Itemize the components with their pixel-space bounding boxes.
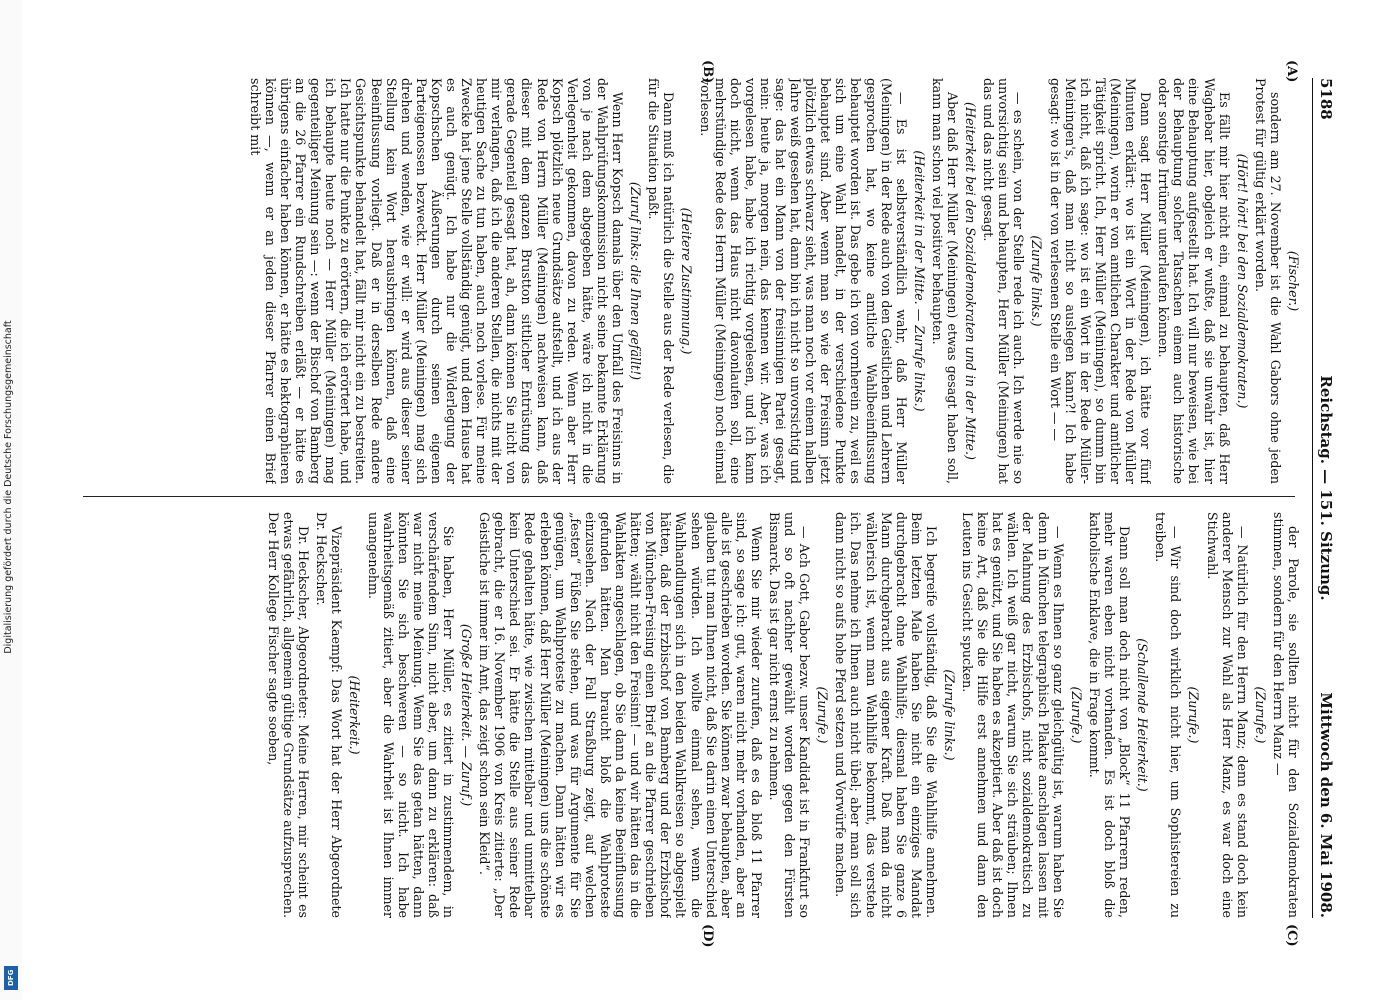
stage-direction: (Zurufe.) [1252,686,1268,744]
margin-marker-d: (D) [700,924,715,948]
paragraph: — Natürlich für den Herrn Manz; denn es stand doch kein anderer Mensch zur Wahl als Herr Manz, es war doch eine Stichwahl. [1204,512,1250,918]
paragraph: — Ach Gott, Gabor bezw. unser Kandidat ist in Frankfurt so und so oft nachher gewählt worden gegen den Fürsten Bismarck. Das ist gar nicht ernst zu nehmen. [767,512,813,918]
stage-direction: (Zuruf links: die Ihnen gefällt!) [628,181,644,381]
left-column [75,78,1301,484]
column-divider [83,496,1295,497]
dfg-logo-icon: DFG [4,966,18,990]
page-header [1312,78,1335,918]
session-date: Mittwoch den 6. Mai 1908. [1317,692,1335,918]
paragraph: — Wir sind doch wirklich nicht hier, um Sophistereien zu treiben. [1153,512,1184,918]
stage-direction: (Zurufe.) [815,686,831,744]
paragraph: der Parole, sie sollten nicht für den Sozialdemokraten stimmen, sondern für den Herrn Manz — [1270,512,1301,918]
paragraph: Es fällt mir hier nicht ein, einmal zu behaupten, daß Herr Waghebar hier, obgleich er wußte, daß sie unwahr ist, hier eine Behauptung aufgestellt hat. Ich will nur beweisen, wie bei der Behauptung solcher Tatsachen einem auch historische oder sonstige Irrtümer unterlaufen können. [1156,78,1232,484]
margin-marker-c: (C) [1284,924,1299,947]
paragraph: Dann soll man doch nicht von „Block“ 11 Pfarrern reden, mehr waren eben nicht vorhanden. Es ist doch bloß die katholische Enklave, die in Frage kommt. [1086,512,1133,918]
margin-marker-a: (A) [1284,60,1299,83]
document-page [75,60,1335,948]
digitization-credit: Digitalisierung gefördert durch die Deutsche Forschungsgemeinschaft [3,320,14,654]
stage-direction: (Zurufe.) [1186,686,1202,744]
paragraph: — Wenn es Ihnen so ganz gleichgültig ist, warum haben Sie denn in München telegraphisch Plakate anschlagen lassen mit der Mahnung des Erzbischofs, nicht sozialdemokratisch zu wählen. Ich weiß gar nicht, warum Sie sich sträuben; Ihnen hat es genützt, und Sie haben es akzeptiert. Aber daß ist doch keine Art, daß Sie die Hilfe erst annehmen und dann den Leuten ins Gesicht spucken. [960,512,1066,918]
paragraph: Wenn Herr Kopsch damals über den Umfall des Freisinns in der Wahlprüfungskommission nicht seine bekannte Erklärung von je nach dem abgegeben hätte, wäre ich nicht in die Verlegenheit gekommen, davon zu reden. Wenn aber Herr Kopsch plötzlich neue Grundsätze aufstellt, und ich aus der Rede von Herrn Müller (Meiningen) nachweisen kann, daß dieser mit dem ganzen Brustton sittlicher Entrüstung das gerade Gegenteil gesagt hat, ah, dann können Sie nicht von mir verlangen, daß ich die anderen Stellen, die nichts mit der heutigen Sache zu tun haben, auch noch vorlese. Für meine Zwecke hat jene Stelle vollständig genügt, und dem Hause hat es auch genügt. Ich habe nur die Widerlegung der Kopschschen Äußerungen durch seinen eigenen Parteigenossen bezweckt. Herr Müller (Meiningen) mag sich drehen und wenden, wie er will: er wird aus dieser seiner Stellung kein Wort herausbringen können, daß eine Beeinflussung vorliegt. Daß er in derselben Rede andere Gesichtspunkte behandelt hat, fällt mir nicht ein zu bestreiten. Ich hatte nur die Punkte zu erörtern, die ich erörtert habe, und ich behaupte heute noch — Herr Müller (Meiningen) mag gegenteiliger Meinung sein —: wenn der Bischof von Bamberg an die 26 Pfarrer ein Rundschreiben erläßt — er hätte es übrigens einfacher haben können, er hätte es hektographieren können —, wenn er an jeden dieser Pfarrer einen Brief schreibt mit [247,78,626,484]
stage-direction: (Zurufe links.) [942,669,958,761]
paragraph: sondern am 27. November ist die Wahl Gabors ohne jeden Protest für gültig erklärt worden. [1252,78,1283,484]
paragraph: Vizepräsident Kaempf: Das Wort hat der Herr Abgeordnete Dr. Heckscher. [314,512,345,918]
stage-direction: (Schallende Heiterkeit.) [1135,638,1151,792]
stage-direction: (Hört! hört! bei den Sozialdemokraten.) [1234,153,1250,409]
running-title: Reichstag. — 151. Sitzung. [1317,375,1335,601]
stage-direction: (Große Heiterkeit. — Zuruf.) [459,623,475,807]
paragraph: Dann sagt Herr Müller (Meiningen), ich hätte vor fünf Minuten erklärt: wo ist ein Wort in der Rede von Müller (Meiningen), worin er von amtlichen Charakter und amtlicher Tätigkeit spricht. Ich, Herr Müller (Meiningen), so dumm bin ich nicht, daß ich sage: wo ist ein Wort in der Rede Müller-Meiningen's, daß man nicht so auslegen kann?! Ich habe gesagt: wo ist in der von verlesenen Stelle ein Wort — — [1047,78,1154,484]
stage-direction: (Heiterkeit.) [347,675,363,755]
paragraph: Ich begreife vollständig, daß Sie die Wahlhilfe annehmen. Beim letzten Male haben Sie nicht ein einziges Mandat durchgebracht ohne Wahlhilfe; diesmal haben Sie ganze 6 Mann durchgebracht aus eigener Kraft. Daß man da nicht wählerisch ist, wenn man Wahlhilfe bekommt, das verstehe ich. Das nehme ich Ihnen auch nicht übel; aber man soll sich dann nicht so aufs hohe Pferd setzen und Vorwürfe machen. [833,512,939,918]
paragraph: — es schein, von der Stelle rede ich auch. Ich werde nie so unvorsichtig sein und behaupten, Herr Müller (Meiningen) hat das und das nicht gesagt. [981,78,1027,484]
stage-direction: (Zurufe.) [1068,686,1084,744]
stage-direction: (Heitere Zustimmung.) [679,207,695,355]
paragraph: Dr. Heckscher, Abgeordneter: Meine Herren, mir scheint es etwas gefährlich, allgemein gültige Grundsätze aufzusprechen. Der Herr Kollege Fischer sagte soeben, [266,512,312,918]
paragraph: — Es ist selbstverständlich wahr, daß Herr Müller (Meiningen) in der Rede auch von den Geistlichen und Lehrern gesprochen hat, wo keine amtliche Wahlbeeinflussung behauptet worden ist. Das gebe ich von vornherein zu, weil es sich um eine Wahl handelt, in der verschiedene Punkte behauptet sind. Aber wenn man so wie der Freisinn jetzt plötzlich etwas schwarz sieht, was man noch vor einem halben Jahre weiß gesehen hat, dann bin ich nicht so unvorsichtig und sage: das hat ein Mann von der freisinnigen Partei gesagt, nein: heute ja, morgen nein, das kennen wir. Aber, was ich vorgelesen habe, habe ich richtig vorgelesen, und ich kann doch nicht, wenn das Haus nicht davonlaufen soll, eine mehrstündige Rede des Herrn Müller (Meiningen) noch einmal vorlesen. [697,78,909,484]
page-number: 5188 [1317,78,1335,120]
right-column [75,512,1301,918]
stage-direction: (Zurufe links.) [1029,235,1045,327]
paragraph: Dann muß ich natürlich die Stelle aus der Rede verlesen, die für die Situation paßt. [646,78,677,484]
stage-direction: (Heiterkeit bei den Sozialdemokraten und in der Mitte.) [963,102,979,460]
stage-direction: (Fischer.) [1286,250,1301,312]
paragraph: Aber daß Herr Müller (Meiningen) etwas gesagt haben soll, kann man schon viel positiver behaupten. [929,78,961,484]
stage-direction: (Heiterkeit in der Mitte. — Zurufe links.) [911,150,927,412]
paragraph: Wenn Sie mir wieder zurufen, daß es da bloß 11 Pfarrer sind, so sage ich: gut, waren nicht mehr vorhanden, aber an alle ist geschrieben worden. Sie können zwar behaupten, aber glauben tut man Ihnen nicht, daß Sie darin einen Unterschied sehen würden. Ich wollte einmal sehen, wenn die Wahlhandlungen sich in den beiden Wahlkreisen so abgespielt hätten, daß der Erzbischof von Bamberg und der Erzbischof von München-Freising einen Brief an die Pfarrer geschrieben hätten; wählt nicht den Freisinn! — und wir hätten das in die Wahlakten angeschlagen, ob Sie dann da keine Beeinflussung gefunden hätten. Man braucht bloß die Wahlproteste einzusehen. Nach der Fall Straßburg zeigt, auf welchen „festen“ Füßen Sie stehen, und was für Argumente für Sie genügen, um Wahlproteste zu machen. Dann hätten wir es erleben können, daß Herr Müller (Meiningen) uns die schönste Rede gehalten hätte, wie zwischen mittelbar und unmittelbar kein Unterschied sei. Er hätte die Stelle aus seiner Rede gebracht, die er 16. November 1906 von Kreis zitierte: „Der Geistliche ist immer im Amt, das zeigt schon sein Kleid“. [477,512,764,918]
paragraph: Sie haben, Herr Müller, es zitiert in zustimmendem, in verschärfendem Sinn, nicht aber, um dann zu erklären: daß war nicht meine Meinung. Wenn Sie das getan hätten, dann könnten Sie sich beschweren — so nicht. Ich habe wahrheitsgemäß zitiert, aber die Wahrheit ist Ihnen immer unangenehm. [365,512,457,918]
margin-marker-b: (B) [700,60,715,84]
